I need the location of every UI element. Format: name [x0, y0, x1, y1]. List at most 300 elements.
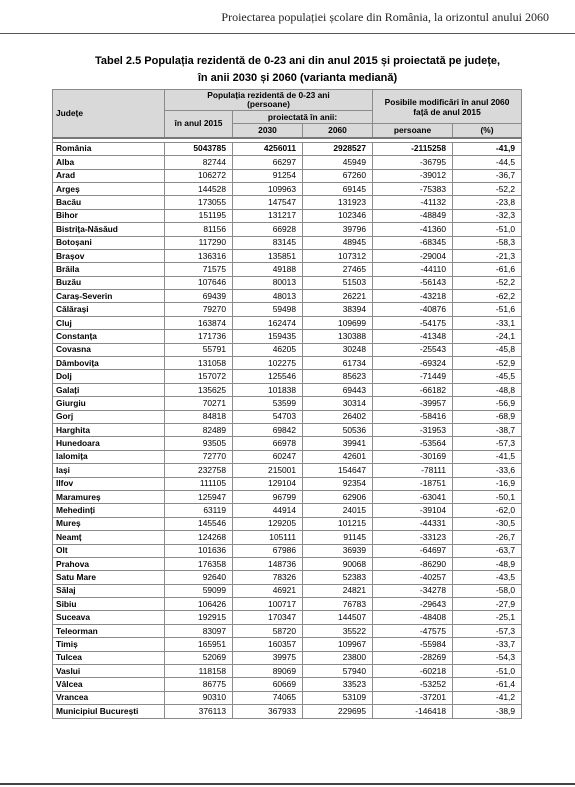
cell-change-percent: -32,3	[453, 209, 522, 222]
cell-pop-2060: 61734	[303, 357, 373, 370]
cell-pop-2060: 36939	[303, 544, 373, 557]
table-body	[53, 138, 522, 718]
cell-pop-2015: 69439	[165, 290, 233, 303]
cell-change-persons: -44110	[373, 263, 453, 276]
cell-pop-2015: 107646	[165, 276, 233, 289]
cell-county: Hunedoara	[53, 437, 165, 450]
cell-pop-2030: 129104	[233, 477, 303, 490]
table-row	[53, 464, 522, 477]
cell-change-percent: -51,6	[453, 303, 522, 316]
cell-pop-2015: 232758	[165, 464, 233, 477]
cell-pop-2030: 83145	[233, 236, 303, 249]
cell-change-persons: -41132	[373, 196, 453, 209]
table-row	[53, 624, 522, 637]
table-row	[53, 236, 522, 249]
cell-pop-2060: 90068	[303, 557, 373, 570]
cell-pop-2015: 117290	[165, 236, 233, 249]
cell-change-percent: -30,5	[453, 517, 522, 530]
cell-pop-2060: 48945	[303, 236, 373, 249]
cell-pop-2015: 82744	[165, 156, 233, 169]
cell-pop-2030: 100717	[233, 598, 303, 611]
cell-county: Gorj	[53, 410, 165, 423]
cell-pop-2060: 102346	[303, 209, 373, 222]
cell-change-persons: -30169	[373, 450, 453, 463]
cell-change-percent: -61,4	[453, 678, 522, 691]
cell-pop-2060: 27465	[303, 263, 373, 276]
cell-county: Caraș-Severin	[53, 290, 165, 303]
cell-pop-2030: 215001	[233, 464, 303, 477]
cell-pop-2030: 46921	[233, 584, 303, 597]
cell-pop-2015: 163874	[165, 316, 233, 329]
cell-pop-2015: 59099	[165, 584, 233, 597]
cell-pop-2060: 144507	[303, 611, 373, 624]
cell-change-percent: -23,8	[453, 196, 522, 209]
cell-county: Botoșani	[53, 236, 165, 249]
table-row	[53, 209, 522, 222]
cell-pop-2015: 70271	[165, 397, 233, 410]
cell-pop-2030: 59498	[233, 303, 303, 316]
cell-change-percent: -16,9	[453, 477, 522, 490]
table-row	[53, 169, 522, 182]
cell-change-percent: -38,9	[453, 705, 522, 718]
cell-change-persons: -39012	[373, 169, 453, 182]
cell-pop-2015: 111105	[165, 477, 233, 490]
header-2060: 2060	[303, 124, 373, 138]
cell-change-persons: -33123	[373, 531, 453, 544]
cell-pop-2030: 135851	[233, 249, 303, 262]
cell-pop-2060: 33523	[303, 678, 373, 691]
cell-pop-2060: 30314	[303, 397, 373, 410]
cell-pop-2030: 160357	[233, 638, 303, 651]
cell-change-percent: -61,6	[453, 263, 522, 276]
cell-pop-2060: 50536	[303, 423, 373, 436]
table-title-line-1: Tabel 2.5 Populația rezidentă de 0-23 ani din anul 2015 și proiectată pe județe,	[94, 55, 501, 67]
table-row	[53, 665, 522, 678]
cell-change-percent: -26,7	[453, 531, 522, 544]
cell-change-persons: -2115258	[373, 142, 453, 155]
table-row-total	[53, 142, 522, 155]
cell-change-percent: -43,5	[453, 571, 522, 584]
cell-pop-2060: 131923	[303, 196, 373, 209]
cell-pop-2015: 145546	[165, 517, 233, 530]
table-row	[53, 397, 522, 410]
table-row	[53, 477, 522, 490]
table-row	[53, 263, 522, 276]
cell-pop-2015: 136316	[165, 249, 233, 262]
cell-county: Brașov	[53, 249, 165, 262]
cell-county: Brăila	[53, 263, 165, 276]
cell-county: Maramureș	[53, 490, 165, 503]
header-judete: Județe	[53, 90, 165, 138]
cell-pop-2030: 66297	[233, 156, 303, 169]
cell-change-persons: -78111	[373, 464, 453, 477]
cell-pop-2015: 125947	[165, 490, 233, 503]
cell-pop-2015: 192915	[165, 611, 233, 624]
cell-pop-2015: 376113	[165, 705, 233, 718]
cell-county: Argeș	[53, 182, 165, 195]
table-row	[53, 249, 522, 262]
cell-pop-2030: 46205	[233, 343, 303, 356]
cell-county: Arad	[53, 169, 165, 182]
cell-county: Municipiul București	[53, 705, 165, 718]
table-row	[53, 223, 522, 236]
cell-pop-2060: 39941	[303, 437, 373, 450]
cell-change-percent: -48,9	[453, 557, 522, 570]
cell-pop-2015: 93505	[165, 437, 233, 450]
cell-pop-2060: 109699	[303, 316, 373, 329]
cell-pop-2060: 26402	[303, 410, 373, 423]
cell-pop-2015: 106426	[165, 598, 233, 611]
cell-county: Timiș	[53, 638, 165, 651]
cell-county: Ilfov	[53, 477, 165, 490]
cell-pop-2060: 23800	[303, 651, 373, 664]
cell-pop-2015: 106272	[165, 169, 233, 182]
cell-change-percent: -25,1	[453, 611, 522, 624]
table-row	[53, 531, 522, 544]
cell-change-percent: -52,2	[453, 276, 522, 289]
header-divider	[0, 33, 575, 34]
population-table	[52, 89, 522, 719]
table-title-line-2: în anii 2030 și 2060 (varianta mediană)	[197, 72, 398, 84]
table-row	[53, 357, 522, 370]
cell-pop-2030: 367933	[233, 705, 303, 718]
table-row	[53, 276, 522, 289]
cell-pop-2060: 229695	[303, 705, 373, 718]
cell-pop-2030: 60669	[233, 678, 303, 691]
cell-pop-2060: 67260	[303, 169, 373, 182]
cell-pop-2030: 105111	[233, 531, 303, 544]
cell-county: Galați	[53, 383, 165, 396]
cell-pop-2015: 71575	[165, 263, 233, 276]
header-2030: 2030	[233, 124, 303, 138]
cell-pop-2030: 4256011	[233, 142, 303, 155]
cell-change-persons: -71449	[373, 370, 453, 383]
cell-county: Mehedinți	[53, 504, 165, 517]
cell-change-percent: -56,9	[453, 397, 522, 410]
cell-pop-2030: 69842	[233, 423, 303, 436]
cell-change-persons: -53564	[373, 437, 453, 450]
cell-change-persons: -43218	[373, 290, 453, 303]
cell-change-percent: -54,3	[453, 651, 522, 664]
cell-change-percent: -63,7	[453, 544, 522, 557]
cell-change-persons: -53252	[373, 678, 453, 691]
cell-change-persons: -66182	[373, 383, 453, 396]
table-row	[53, 544, 522, 557]
cell-change-persons: -44331	[373, 517, 453, 530]
cell-pop-2030: 109963	[233, 182, 303, 195]
footer-divider	[0, 783, 575, 785]
cell-county: Călărași	[53, 303, 165, 316]
cell-change-percent: -58,3	[453, 236, 522, 249]
cell-pop-2015: 131058	[165, 357, 233, 370]
cell-county: Buzău	[53, 276, 165, 289]
cell-pop-2015: 144528	[165, 182, 233, 195]
cell-pop-2060: 51503	[303, 276, 373, 289]
cell-change-persons: -58416	[373, 410, 453, 423]
cell-pop-2060: 69443	[303, 383, 373, 396]
cell-pop-2015: 72770	[165, 450, 233, 463]
cell-pop-2015: 157072	[165, 370, 233, 383]
cell-county: Iași	[53, 464, 165, 477]
cell-pop-2030: 102275	[233, 357, 303, 370]
cell-pop-2060: 52383	[303, 571, 373, 584]
cell-change-percent: -48,8	[453, 383, 522, 396]
cell-county: Ialomița	[53, 450, 165, 463]
cell-pop-2030: 74065	[233, 691, 303, 704]
cell-change-percent: -44,5	[453, 156, 522, 169]
cell-pop-2030: 148736	[233, 557, 303, 570]
cell-county: Neamț	[53, 531, 165, 544]
cell-pop-2030: 101838	[233, 383, 303, 396]
cell-pop-2030: 66928	[233, 223, 303, 236]
table-row	[53, 303, 522, 316]
cell-change-persons: -56143	[373, 276, 453, 289]
header-population-group: Populația rezidentă de 0-23 ani (persoane)	[165, 90, 373, 111]
cell-change-persons: -55984	[373, 638, 453, 651]
cell-change-percent: -51,0	[453, 665, 522, 678]
cell-county: Mureș	[53, 517, 165, 530]
running-header-text: Proiectarea populației școlare din România, la orizontul anului 2060	[221, 10, 549, 24]
cell-change-percent: -33,7	[453, 638, 522, 651]
cell-pop-2060: 57940	[303, 665, 373, 678]
cell-change-percent: -45,5	[453, 370, 522, 383]
cell-change-persons: -29643	[373, 598, 453, 611]
cell-change-persons: -146418	[373, 705, 453, 718]
page-header	[0, 0, 575, 34]
table-row	[53, 705, 522, 718]
cell-change-persons: -41360	[373, 223, 453, 236]
table-row	[53, 423, 522, 436]
cell-pop-2030: 48013	[233, 290, 303, 303]
cell-pop-2015: 92640	[165, 571, 233, 584]
header-projected: proiectată în anii:	[233, 111, 373, 124]
cell-change-percent: -62,2	[453, 290, 522, 303]
table-row	[53, 437, 522, 450]
cell-pop-2060: 26221	[303, 290, 373, 303]
cell-county: Sălaj	[53, 584, 165, 597]
cell-change-percent: -41,5	[453, 450, 522, 463]
cell-pop-2060: 30248	[303, 343, 373, 356]
cell-pop-2015: 165951	[165, 638, 233, 651]
header-2015: în anul 2015	[165, 111, 233, 138]
cell-change-percent: -57,3	[453, 437, 522, 450]
cell-pop-2030: 129205	[233, 517, 303, 530]
cell-change-persons: -54175	[373, 316, 453, 329]
cell-pop-2060: 62906	[303, 490, 373, 503]
cell-pop-2060: 69145	[303, 182, 373, 195]
cell-pop-2060: 91145	[303, 531, 373, 544]
cell-pop-2060: 109967	[303, 638, 373, 651]
table-row	[53, 370, 522, 383]
header-changes: Posibile modificări în anul 2060 față de anul 2015	[373, 90, 522, 124]
cell-county: România	[53, 142, 165, 155]
cell-pop-2060: 130388	[303, 330, 373, 343]
cell-pop-2015: 176358	[165, 557, 233, 570]
cell-county: Covasna	[53, 343, 165, 356]
table-row	[53, 678, 522, 691]
cell-pop-2030: 78326	[233, 571, 303, 584]
table-row	[53, 316, 522, 329]
cell-change-percent: -33,1	[453, 316, 522, 329]
cell-change-percent: -38,7	[453, 423, 522, 436]
table-row	[53, 504, 522, 517]
table-row	[53, 182, 522, 195]
cell-county: Harghita	[53, 423, 165, 436]
cell-county: Olt	[53, 544, 165, 557]
cell-pop-2030: 66978	[233, 437, 303, 450]
cell-change-percent: -41,2	[453, 691, 522, 704]
cell-pop-2015: 79270	[165, 303, 233, 316]
cell-pop-2015: 101636	[165, 544, 233, 557]
table-row	[53, 410, 522, 423]
cell-change-percent: -33,6	[453, 464, 522, 477]
cell-county: Dolj	[53, 370, 165, 383]
cell-pop-2060: 2928527	[303, 142, 373, 155]
cell-county: Vâlcea	[53, 678, 165, 691]
cell-pop-2015: 135625	[165, 383, 233, 396]
cell-pop-2015: 81156	[165, 223, 233, 236]
cell-pop-2015: 83097	[165, 624, 233, 637]
table-row	[53, 156, 522, 169]
cell-change-percent: -24,1	[453, 330, 522, 343]
cell-change-persons: -69324	[373, 357, 453, 370]
table-row	[53, 196, 522, 209]
cell-change-percent: -27,9	[453, 598, 522, 611]
cell-pop-2030: 67986	[233, 544, 303, 557]
cell-change-persons: -48849	[373, 209, 453, 222]
cell-change-persons: -37201	[373, 691, 453, 704]
cell-change-percent: -36,7	[453, 169, 522, 182]
cell-pop-2015: 90310	[165, 691, 233, 704]
cell-county: Cluj	[53, 316, 165, 329]
table-row	[53, 330, 522, 343]
cell-change-persons: -34278	[373, 584, 453, 597]
cell-pop-2030: 170347	[233, 611, 303, 624]
cell-pop-2015: 84818	[165, 410, 233, 423]
cell-change-persons: -39957	[373, 397, 453, 410]
cell-change-persons: -36795	[373, 156, 453, 169]
cell-county: Bacău	[53, 196, 165, 209]
cell-change-persons: -68345	[373, 236, 453, 249]
cell-pop-2030: 162474	[233, 316, 303, 329]
cell-change-persons: -28269	[373, 651, 453, 664]
cell-pop-2060: 154647	[303, 464, 373, 477]
cell-county: Giurgiu	[53, 397, 165, 410]
cell-pop-2060: 53109	[303, 691, 373, 704]
cell-county: Vaslui	[53, 665, 165, 678]
cell-change-persons: -63041	[373, 490, 453, 503]
cell-change-percent: -51,0	[453, 223, 522, 236]
cell-change-persons: -41348	[373, 330, 453, 343]
cell-pop-2015: 171736	[165, 330, 233, 343]
cell-pop-2015: 151195	[165, 209, 233, 222]
cell-pop-2030: 147547	[233, 196, 303, 209]
cell-pop-2060: 38394	[303, 303, 373, 316]
cell-change-persons: -75383	[373, 182, 453, 195]
cell-pop-2030: 39975	[233, 651, 303, 664]
cell-change-persons: -47575	[373, 624, 453, 637]
cell-county: Sibiu	[53, 598, 165, 611]
cell-county: Tulcea	[53, 651, 165, 664]
cell-pop-2015: 118158	[165, 665, 233, 678]
cell-pop-2015: 82489	[165, 423, 233, 436]
cell-pop-2015: 52069	[165, 651, 233, 664]
cell-change-percent: -58,0	[453, 584, 522, 597]
cell-pop-2015: 5043785	[165, 142, 233, 155]
table-row	[53, 691, 522, 704]
cell-pop-2030: 44914	[233, 504, 303, 517]
table-row	[53, 490, 522, 503]
cell-pop-2015: 86775	[165, 678, 233, 691]
cell-change-percent: -68,9	[453, 410, 522, 423]
table-row	[53, 584, 522, 597]
cell-pop-2015: 63119	[165, 504, 233, 517]
table-row	[53, 290, 522, 303]
cell-change-persons: -29004	[373, 249, 453, 262]
cell-pop-2030: 96799	[233, 490, 303, 503]
cell-pop-2060: 45949	[303, 156, 373, 169]
cell-county: Suceava	[53, 611, 165, 624]
cell-change-persons: -40876	[373, 303, 453, 316]
cell-change-persons: -48408	[373, 611, 453, 624]
cell-pop-2030: 58720	[233, 624, 303, 637]
cell-change-percent: -45,8	[453, 343, 522, 356]
cell-pop-2060: 39796	[303, 223, 373, 236]
cell-change-persons: -39104	[373, 504, 453, 517]
cell-pop-2015: 173055	[165, 196, 233, 209]
header-percent: (%)	[453, 124, 522, 138]
cell-pop-2030: 125546	[233, 370, 303, 383]
cell-change-percent: -41,9	[453, 142, 522, 155]
cell-pop-2060: 101215	[303, 517, 373, 530]
cell-county: Vrancea	[53, 691, 165, 704]
cell-pop-2030: 80013	[233, 276, 303, 289]
table-row	[53, 638, 522, 651]
cell-pop-2030: 49188	[233, 263, 303, 276]
cell-pop-2060: 35522	[303, 624, 373, 637]
cell-pop-2030: 89069	[233, 665, 303, 678]
cell-change-percent: -50,1	[453, 490, 522, 503]
cell-change-percent: -52,2	[453, 182, 522, 195]
table-row	[53, 571, 522, 584]
table-row	[53, 343, 522, 356]
table-row	[53, 450, 522, 463]
cell-pop-2030: 54703	[233, 410, 303, 423]
cell-pop-2030: 131217	[233, 209, 303, 222]
cell-pop-2060: 24821	[303, 584, 373, 597]
cell-pop-2030: 91254	[233, 169, 303, 182]
cell-change-persons: -18751	[373, 477, 453, 490]
cell-change-percent: -62,0	[453, 504, 522, 517]
cell-county: Teleorman	[53, 624, 165, 637]
cell-pop-2060: 107312	[303, 249, 373, 262]
cell-change-persons: -86290	[373, 557, 453, 570]
cell-pop-2030: 53599	[233, 397, 303, 410]
cell-pop-2060: 76783	[303, 598, 373, 611]
cell-change-percent: -52,9	[453, 357, 522, 370]
cell-pop-2060: 42601	[303, 450, 373, 463]
table-row	[53, 517, 522, 530]
cell-pop-2015: 55791	[165, 343, 233, 356]
table-row	[53, 598, 522, 611]
cell-county: Alba	[53, 156, 165, 169]
cell-change-percent: -21,3	[453, 249, 522, 262]
cell-county: Prahova	[53, 557, 165, 570]
header-persons: persoane	[373, 124, 453, 138]
table-row	[53, 557, 522, 570]
table-row	[53, 383, 522, 396]
table-row	[53, 611, 522, 624]
